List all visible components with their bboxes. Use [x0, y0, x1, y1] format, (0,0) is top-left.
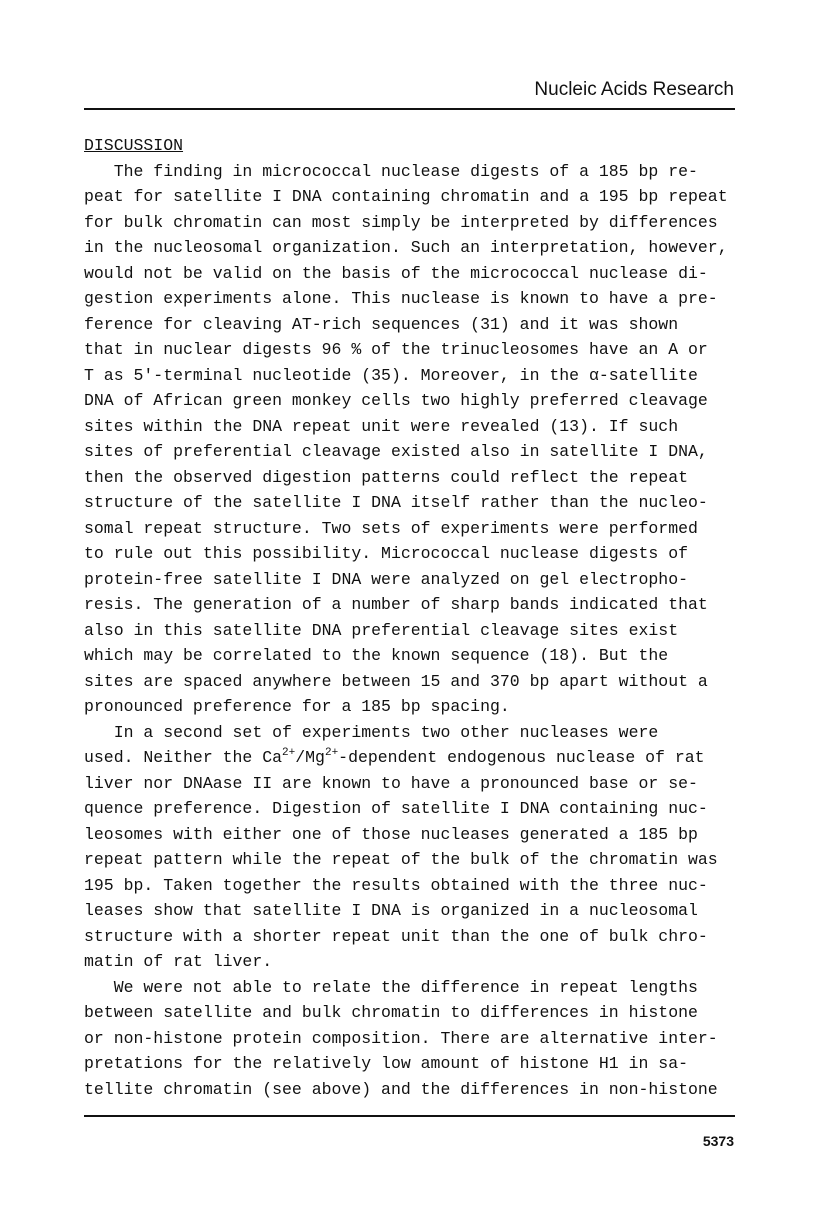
text-line: sites of preferential cleavage existed also in satellite I DNA,: [84, 442, 708, 461]
text-line: quence preference. Digestion of satellite I DNA containing nuc-: [84, 799, 708, 818]
text-line: We were not able to relate the difference in repeat lengths: [84, 977, 698, 997]
text-line: for bulk chromatin can most simply be interpreted by differences: [84, 212, 718, 232]
text-line: leases show that satellite I DNA is organized in a nucleosomal: [84, 901, 698, 920]
text-line: 195 bp. Taken together the results obtained with the three nuc-: [84, 875, 708, 895]
text-line: also in this satellite DNA preferential cleavage sites exist: [84, 620, 679, 640]
text-line: matin of rat liver.: [84, 952, 273, 971]
text-line-with-superscripts: [84, 745, 735, 771]
text-line: structure with a shorter repeat unit than the one of bulk chro-: [84, 926, 708, 946]
text-line: that in nuclear digests 96 % of the trinucleosomes have an A or: [84, 340, 708, 359]
text-line: to rule out this possibility. Micrococcal nuclease digests of: [84, 544, 688, 563]
text-line: structure of the satellite I DNA itself rather than the nucleo-: [84, 493, 708, 512]
superscript-charge: 2+: [282, 747, 296, 759]
text-line: ference for cleaving AT-rich sequences (31) and it was shown: [84, 314, 679, 334]
text-line: resis. The generation of a number of sharp bands indicated that: [84, 595, 708, 614]
paragraph-1: [84, 159, 735, 720]
text-line: then the observed digestion patterns could reflect the repeat: [84, 467, 688, 487]
text-line: somal repeat structure. Two sets of experiments were performed: [84, 518, 698, 538]
text-line: in the nucleosomal organization. Such an interpretation, however,: [84, 238, 728, 257]
text-line: protein-free satellite I DNA were analyzed on gel electropho-: [84, 569, 688, 589]
text-line: T as 5'-terminal nucleotide (35). Moreover, in the α-satellite: [84, 365, 698, 385]
text-line: between satellite and bulk chromatin to differences in histone: [84, 1003, 698, 1022]
journal-title: Nucleic Acids Research: [534, 79, 734, 100]
footer-rule: [84, 1115, 735, 1117]
text-line: liver nor DNAase II are known to have a pronounced base or se-: [84, 773, 698, 793]
text-line: In a second set of experiments two other nucleases were: [84, 722, 659, 742]
text-line: pretations for the relatively low amount of histone H1 in sa-: [84, 1054, 688, 1073]
text-line: tellite chromatin (see above) and the differences in non-histone: [84, 1079, 718, 1099]
text-line: gestion experiments alone. This nuclease is known to have a pre-: [84, 289, 718, 308]
page-number: 5373: [702, 1133, 734, 1149]
text-line: would not be valid on the basis of the micrococcal nuclease di-: [84, 263, 708, 283]
text-line: sites within the DNA repeat unit were revealed (13). If such: [84, 416, 679, 436]
article-body: [84, 133, 735, 1102]
text-segment: -dependent endogenous nuclease of rat: [338, 748, 705, 767]
text-line: pronounced preference for a 185 bp spacing.: [84, 697, 510, 716]
paragraph-2: [84, 720, 735, 975]
superscript-charge: 2+: [324, 747, 339, 759]
text-segment: used. Neither the Ca: [84, 748, 283, 767]
text-line: peat for satellite I DNA containing chromatin and a 195 bp repeat: [84, 187, 728, 206]
text-line: sites are spaced anywhere between 15 and 370 bp apart without a: [84, 671, 708, 691]
text-line: repeat pattern while the repeat of the bulk of the chromatin was: [84, 850, 718, 869]
header-rule: [84, 108, 735, 110]
text-line: leosomes with either one of those nucleases generated a 185 bp: [84, 824, 698, 844]
text-segment: /Mg: [295, 748, 325, 767]
text-line: The finding in micrococcal nuclease digests of a 185 bp re-: [84, 161, 698, 181]
section-heading: DISCUSSION: [84, 136, 184, 155]
paragraph-3: [84, 975, 735, 1103]
text-line: which may be correlated to the known sequence (18). But the: [84, 646, 669, 665]
text-line: or non-histone protein composition. There are alternative inter-: [84, 1028, 718, 1048]
text-line: DNA of African green monkey cells two highly preferred cleavage: [84, 391, 708, 410]
